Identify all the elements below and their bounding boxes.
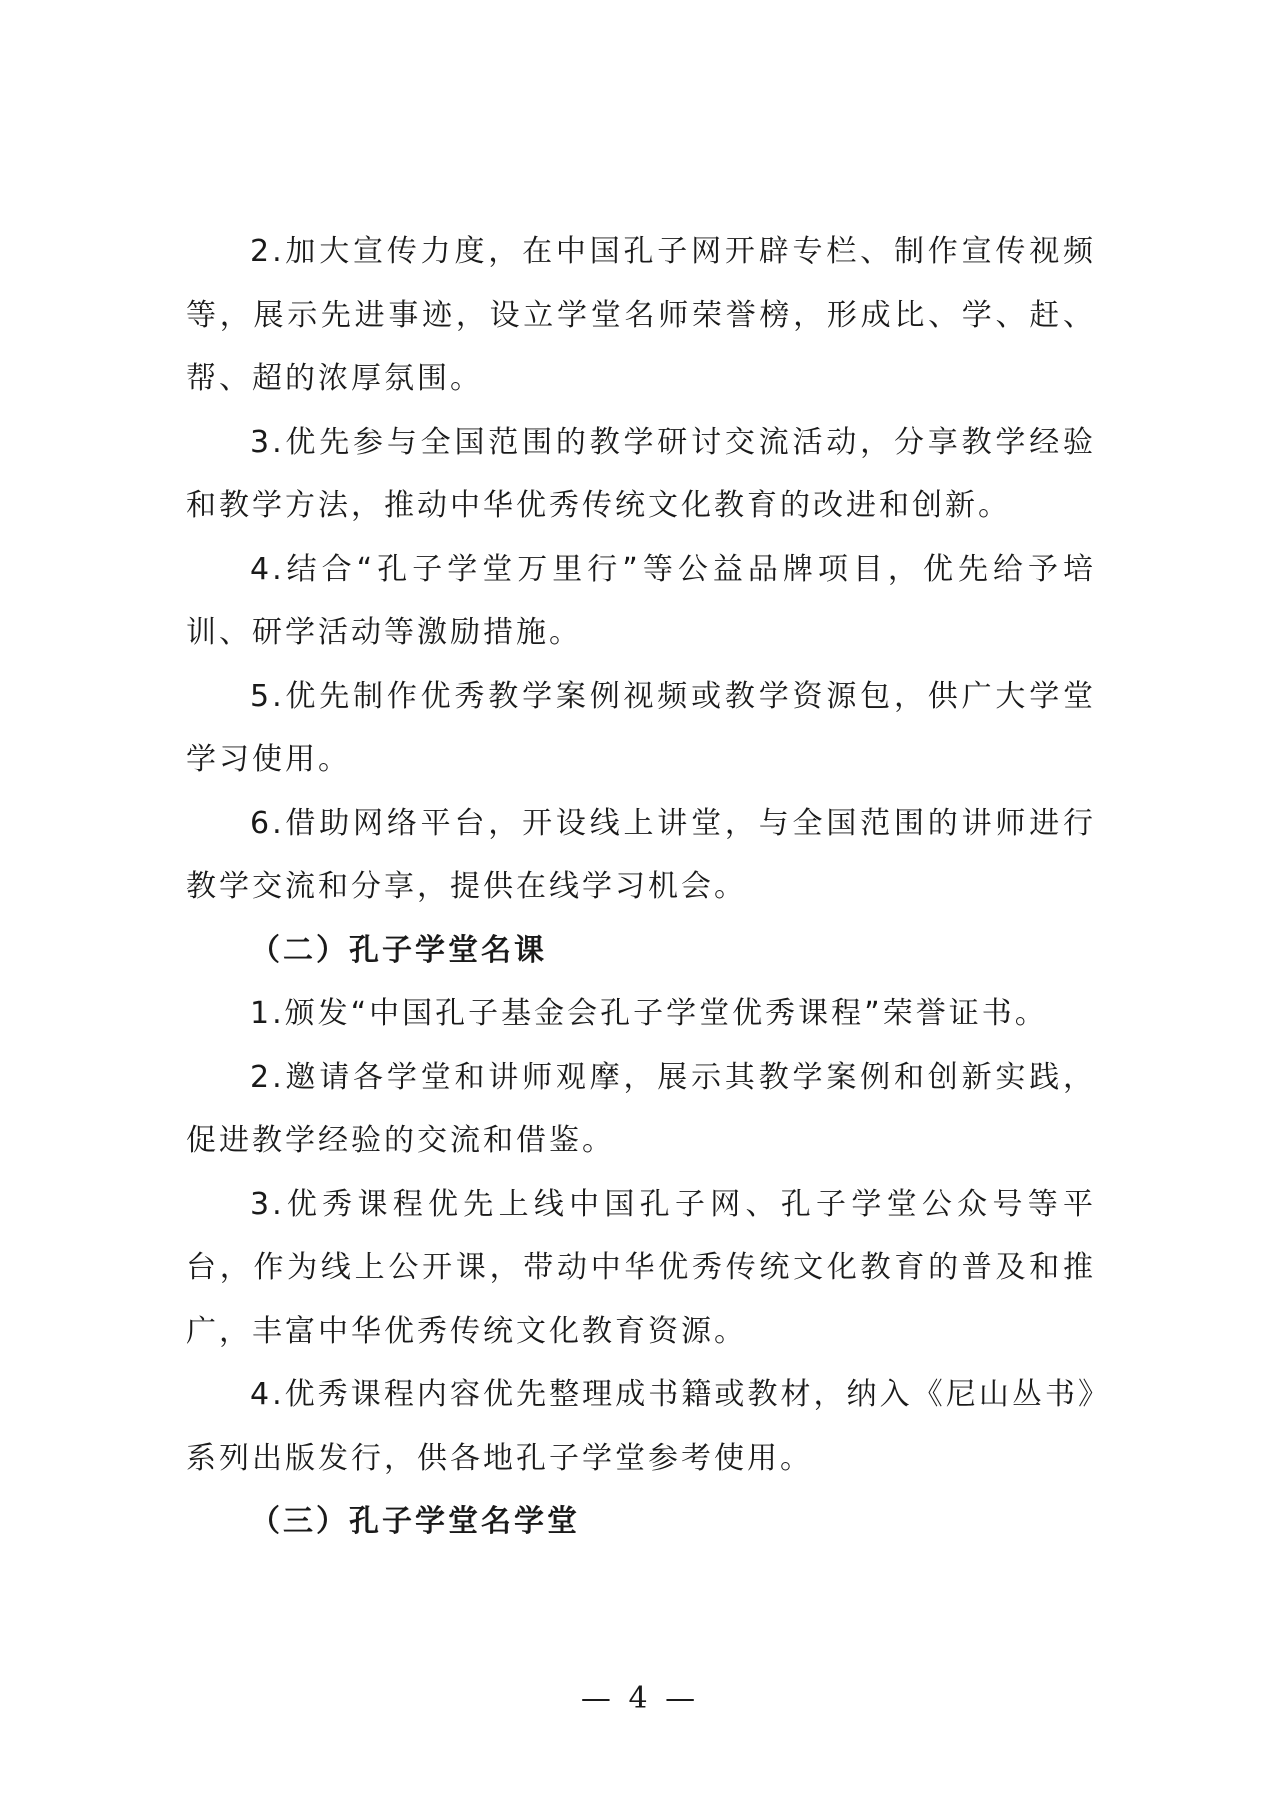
paragraph-observation: 2.邀请各学堂和讲师观摩，展示其教学案例和创新实践，促进教学经验的交流和借鉴。 (186, 1059, 1096, 1158)
paragraph-exchange-activities: 3.优先参与全国范围的教学研讨交流活动，分享教学经验和教学方法，推动中华优秀传统文化教育的改进和创新。 (186, 424, 1096, 523)
page-number: — 4 — (580, 1681, 700, 1716)
paragraph-teaching-resources: 5.优先制作优秀教学案例视频或教学资源包，供广大学堂学习使用。 (186, 678, 1096, 777)
paragraph-publicity: 2.加大宣传力度，在中国孔子网开辟专栏、制作宣传视频等，展示先进事迹，设立学堂名师荣誉榜，形成比、学、赶、帮、超的浓厚氛围。 (186, 234, 1096, 396)
paragraph-online-lectures: 6.借助网络平台，开设线上讲堂，与全国范围的讲师进行教学交流和分享，提供在线学习机会。 (186, 805, 1096, 904)
paragraph-honor-certificate: 1.颁发“中国孔子基金会孔子学堂优秀课程”荣誉证书。 (250, 996, 1048, 1031)
section-heading-famous-schools: （三）孔子学堂名学堂 (250, 1504, 580, 1539)
paragraph-training-incentives: 4.结合“孔子学堂万里行”等公益品牌项目，优先给予培训、研学活动等激励措施。 (186, 551, 1096, 650)
paragraph-online-publishing: 3.优秀课程优先上线中国孔子网、孔子学堂公众号等平台，作为线上公开课，带动中华优秀传统文化教育的普及和推广，丰富中华优秀传统文化教育资源。 (186, 1186, 1096, 1349)
document-body (186, 220, 1096, 1554)
section-heading-famous-courses: （二）孔子学堂名课 (250, 932, 547, 968)
paragraph-book-publishing: 4.优秀课程内容优先整理成书籍或教材，纳入《尼山丛书》系列出版发行，供各地孔子学堂参考使用。 (186, 1377, 1096, 1476)
